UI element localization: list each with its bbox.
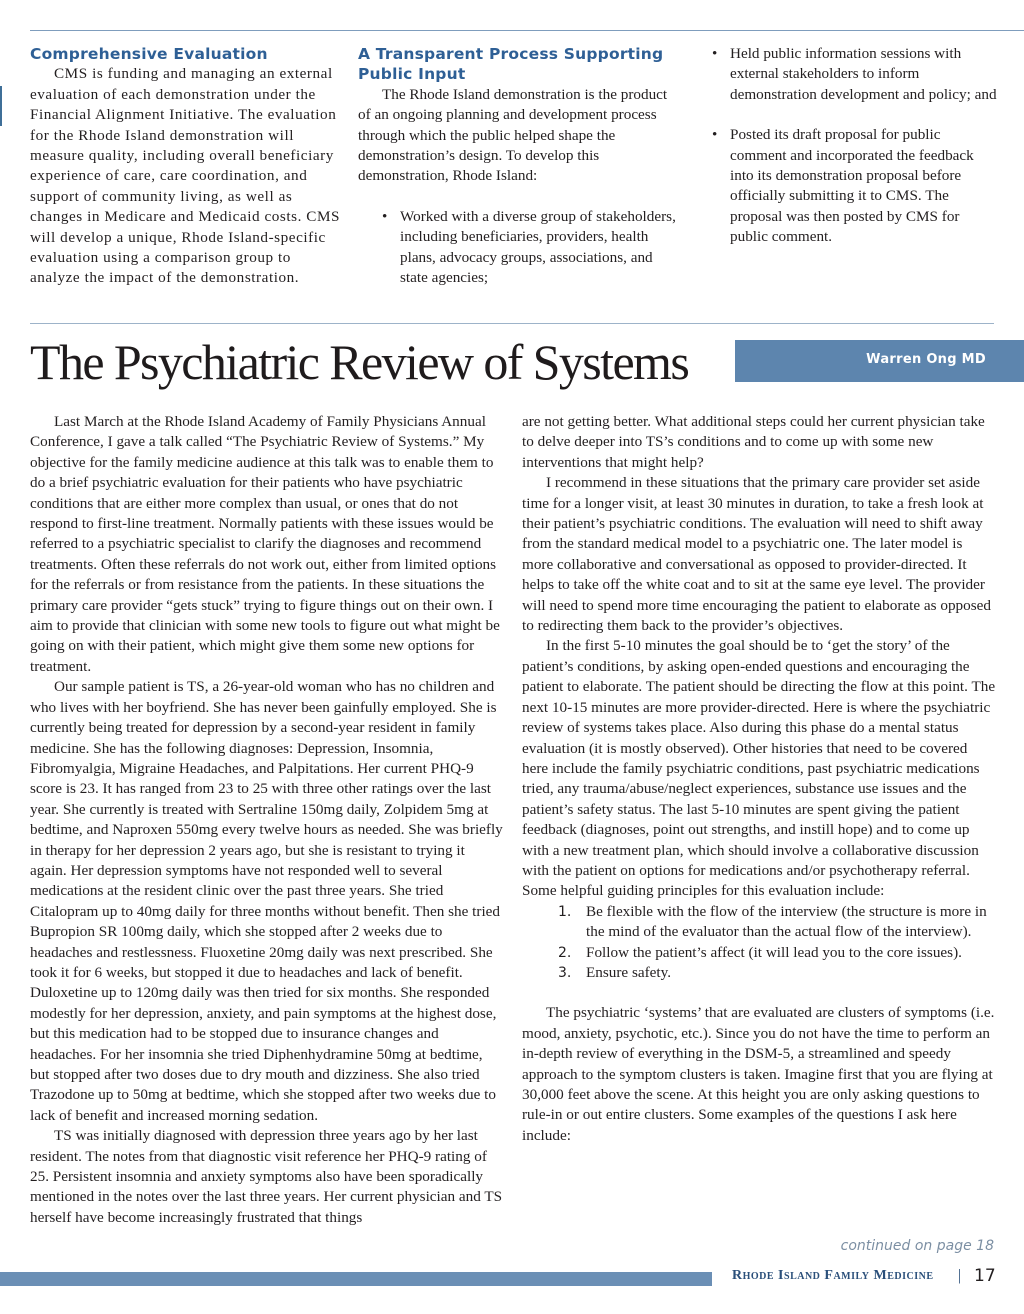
- section-divider: [30, 323, 994, 324]
- list-item: [708, 125, 998, 247]
- list-item-text: Held public information sessions with external stakeholders to inform demonstration development and policy; and: [730, 45, 997, 103]
- article-title: The Psychiatric Review of Systems: [30, 334, 689, 390]
- section-heading: A Transparent Process Supporting Public Input: [358, 45, 664, 84]
- section-heading: Comprehensive Evaluation: [30, 45, 268, 63]
- paragraph: CMS is funding and managing an external evaluation of each demonstration under the Financial Alignment Initiative. The evaluation for the Rhode Island demonstration will measure quality, including overall beneficiary experience of care, care coordination, and support of community living, as well as changes in Medicare and Medicaid costs. CMS will develop a unique, Rhode Island-specific evaluation using a comparison group to analyze the impact of the demonstration.: [30, 65, 341, 287]
- paragraph: TS was initially diagnosed with depression three years ago by her last resident. The notes from that diagnostic visit reference her PHQ-9 rating of 25. Persistent insomnia and anxiety symptoms also have been sporadically mentioned in the notes over the last three years. Her current physician and TS herself have become increasingly frustrated that things: [30, 1127, 503, 1226]
- author-name: Warren Ong MD: [866, 352, 986, 367]
- column-public-input-continued: [708, 44, 998, 248]
- list-item: [558, 963, 996, 983]
- bullet-list: [708, 44, 998, 248]
- list-item: [558, 943, 996, 963]
- list-number: 3.: [558, 964, 572, 981]
- bullet-list: [358, 207, 676, 289]
- list-item: [708, 44, 998, 105]
- top-rule: [30, 30, 1024, 31]
- spacer: [522, 983, 996, 1003]
- paragraph: I recommend in these situations that the primary care provider set aside time for a longer visit, at least 30 minutes in duration, to take a fresh look at their patient’s psychiatric conditions. The evaluation will need to shift away from the standard medical model to a psychiatric one. The later model is more collaborative and conversational as opposed to provider-directed. It helps to take off the white coat and to sit at the same eye level. The provider will need to spend more time encouraging the patient to elaborate as opposed to redirecting them back to the provider’s objectives.: [522, 474, 991, 635]
- article-column-left: [30, 412, 504, 1228]
- list-item-text: Posted its draft proposal for public comment and incorporated the feedback into its demonstration proposal before officially submitting it to CMS. The proposal was then posted by CMS for public comment.: [730, 126, 974, 246]
- bullet-icon: •: [712, 45, 718, 62]
- paragraph: are not getting better. What additional steps could her current physician take to delve deeper into TS’s conditions and to come up with some new interventions that might help?: [522, 413, 985, 471]
- bullet-icon: •: [382, 207, 388, 225]
- column-comprehensive-evaluation: [30, 44, 342, 289]
- list-item: [378, 207, 676, 289]
- continued-note: continued on page 18: [840, 1238, 994, 1254]
- journal-name: Rhode Island Family Medicine: [732, 1268, 934, 1283]
- article-column-right: [522, 412, 996, 1146]
- list-item-text: Worked with a diverse group of stakeholders, including beneficiaries, providers, health plans, advocacy groups, associations, and state agencies;: [400, 207, 676, 287]
- bullet-icon: •: [712, 126, 718, 144]
- list-item: [558, 902, 996, 943]
- paragraph: The Rhode Island demonstration is the product of an ongoing planning and development process through which the public helped shape the demonstration’s design. To develop this demonstration, Rhode Island:: [358, 85, 668, 185]
- paragraph: The psychiatric ‘systems’ that are evaluated are clusters of symptoms (i.e. mood, anxiety, psychotic, etc.). Since you do not have the time to perform an in-depth review of everything in the DSM-5, a streamlined and speedy approach to the symptom clusters is taken. Imagine first that you are flying at 30,000 feet above the scene. At this height you are only asking questions to rule-in or out entire clusters. Some examples of the questions I ask here include:: [522, 1004, 995, 1144]
- footer-bar: [0, 1272, 712, 1286]
- column-transparent-process: [358, 44, 676, 288]
- footer-separator: |: [958, 1267, 962, 1284]
- principles-list: [522, 902, 996, 984]
- list-item-text: Ensure safety.: [586, 963, 672, 981]
- list-number: 1.: [558, 903, 572, 920]
- list-item-text: Be flexible with the flow of the interview (the structure is more in the mind of the evaluator than the actual flow of the interview).: [586, 902, 987, 941]
- list-number: 2.: [558, 944, 572, 961]
- list-item-text: Follow the patient’s affect (it will lead you to the core issues).: [586, 943, 962, 961]
- margin-marker: [0, 86, 2, 126]
- page-number: 17: [974, 1266, 996, 1286]
- author-bar: [735, 340, 1024, 382]
- paragraph: Last March at the Rhode Island Academy of Family Physicians Annual Conference, I gave a talk called “The Psychiatric Review of Systems.” My objective for the family medicine audience at this talk was to enable them to do a brief psychiatric evaluation for their patients who have psychiatric conditions that are either more complex than usual, or ones that do not respond to first-line treatment. Normally patients with these issues would be referred to a psychiatric specialist to clarify the diagnoses and recommend treatments. Often these referrals do not work out, either from limited options for the referrals or from resistance from the patients. In these situations the primary care provider “gets stuck” trying to figure things out on their own. I aim to provide that clinician with some new tools to figure out what might be going on with their patient, which might give them some new options for treatment.: [30, 413, 500, 675]
- paragraph: In the first 5-10 minutes the goal should be to ‘get the story’ of the patient’s conditions, by asking open-ended questions and encouraging the patient to elaborate. The patient should be directing the flow at this point. The next 10-15 minutes are more provider-directed. Here is where the psychiatric review of systems takes place. Also during this phase do a mental status evaluation (it is mostly observed). Other histories that need to be covered here include the family psychiatric conditions, past psychiatric medications tried, any trauma/abuse/neglect experiences, substance use issues and the patient’s safety status. The last 5-10 minutes are spent giving the patient feedback (diagnoses, point out strengths, and instill hope) and to come up with a new treatment plan, which should involve a collaborative discussion with the patient on options for medications and/or psychotherapy referral. Some helpful guiding principles for this evaluation include:: [522, 637, 996, 900]
- paragraph: Our sample patient is TS, a 26-year-old woman who has no children and who lives with her boyfriend. She has never been gainfully employed. She is currently being treated for depression by a second-year resident in family medicine. She has the following diagnoses: Depression, Insomnia, Fibromyalgia, Migraine Headaches, and Palpitations. Her current PHQ-9 score is 23. It has ranged from 23 to 25 with three other ratings over the last year. She currently is treated with Sertraline 150mg daily, Zolpidem 5mg at bedtime, and Naproxen 550mg every twelve hours as needed. She was briefly in therapy for her depression 2 years ago, but she is resistant to trying it again. Her depression symptoms have not responded well to several medications at the resident clinic over the past three years. She tried Citalopram up to 40mg daily for three months without benefit. Then she tried Bupropion SR 100mg daily, which she stopped after 2 weeks due to headaches and restlessness. Fluoxetine 20mg daily was next prescribed. She took it for 6 weeks, but stopped it due to headaches and lack of benefit. Duloxetine up to 120mg daily was then tried for six months. She responded modestly for her depression, anxiety, and pain symptoms at the highest dose, but this medication had to be stopped due to insurance changes and headaches. For her insomnia she tried Diphenhydramine 50mg at bedtime, but stopped after two doses due to dry mouth and dizziness. She also tried Trazodone up to 50mg at bedtime, which she stopped after two weeks due to lack of benefit and increased morning sedation.: [30, 678, 503, 1124]
